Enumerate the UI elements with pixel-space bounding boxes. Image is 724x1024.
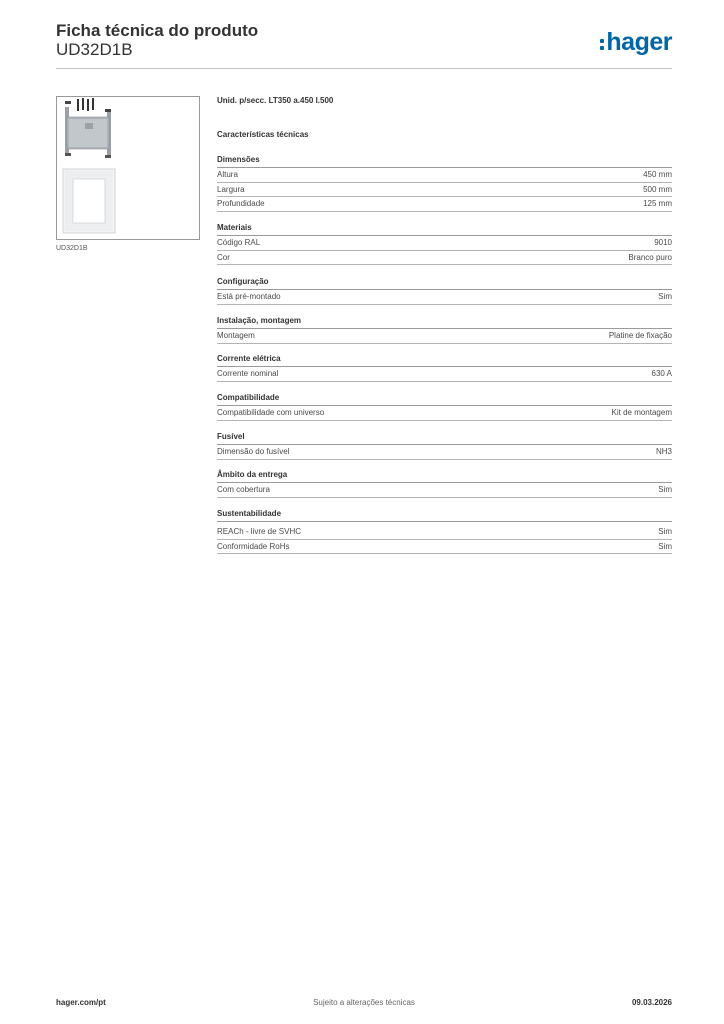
spec-row [217, 445, 672, 460]
spec-label: Dimensão do fusível [217, 447, 290, 456]
spec-value: Kit de montagem [611, 408, 672, 417]
spec-section-compatibility [217, 392, 672, 421]
footer-website-link[interactable]: hager.com/pt [56, 998, 106, 1007]
section-title: Corrente elétrica [217, 353, 672, 367]
spec-row [217, 183, 672, 198]
spec-value: 450 mm [643, 170, 672, 179]
page-header [56, 20, 672, 68]
spec-label: Altura [217, 170, 238, 179]
spec-value: 500 mm [643, 184, 672, 194]
spec-row [217, 540, 672, 555]
image-caption: UD32D1B [56, 245, 88, 252]
spec-value: Sim [658, 292, 672, 301]
hager-logo[interactable] [600, 29, 672, 55]
spec-value: Platine de fixação [608, 331, 672, 340]
spec-row [217, 290, 672, 305]
spec-label: Com cobertura [217, 485, 270, 494]
page-footer [56, 998, 672, 1012]
spec-section-configuration [217, 276, 672, 305]
section-title: Dimensões [217, 154, 672, 168]
spec-value: Branco puro [628, 252, 672, 262]
spec-row [217, 367, 672, 382]
spec-row [217, 483, 672, 498]
header-divider [56, 68, 672, 69]
spec-value: Sim [658, 527, 672, 536]
spec-section-fuse [217, 431, 672, 460]
spec-value: NH3 [655, 447, 672, 456]
page-title: Ficha técnica do produto [56, 21, 259, 40]
logo-text: hager [606, 28, 672, 56]
spec-label: Corrente nominal [217, 369, 279, 378]
product-image [56, 96, 200, 240]
section-title: Fusível [217, 431, 672, 445]
section-title: Instalação, montagem [217, 315, 672, 329]
spec-section-electric-current [217, 353, 672, 382]
spec-label: Largura [217, 184, 245, 194]
section-title: Compatibilidade [217, 392, 672, 406]
spec-label: REACh - livre de SVHC [217, 527, 302, 536]
spec-value: Sim [658, 541, 672, 551]
spec-section-dimensions [217, 154, 672, 212]
spec-row [217, 197, 672, 212]
characteristics-heading: Características técnicas [217, 130, 309, 139]
footer-disclaimer: Sujeito a alterações técnicas [313, 998, 415, 1007]
spec-row [217, 236, 672, 251]
product-photo-icon [57, 97, 199, 239]
spec-row [217, 329, 672, 344]
spec-row [217, 406, 672, 421]
spec-label: Montagem [217, 331, 255, 340]
footer-date: 09.03.2026 [631, 998, 672, 1007]
spec-section-sustainability [217, 508, 672, 554]
spec-value: 630 A [651, 369, 672, 378]
spec-label: Conformidade RoHs [217, 541, 290, 551]
spec-value: 125 mm [643, 199, 672, 208]
spec-label: Código RAL [217, 238, 261, 247]
section-title: Sustentabilidade [217, 508, 672, 522]
spec-value: 9010 [654, 238, 672, 247]
spec-row [217, 525, 672, 540]
spec-section-delivery-scope [217, 469, 672, 498]
section-title: Configuração [217, 276, 672, 290]
spec-label: Está pré-montado [217, 292, 281, 301]
spec-label: Cor [217, 252, 230, 262]
spec-row [217, 251, 672, 266]
spec-row [217, 168, 672, 183]
spec-label: Compatibilidade com universo [217, 408, 325, 417]
spec-section-installation [217, 315, 672, 344]
logo-dots-icon [600, 39, 604, 50]
spec-value: Sim [658, 485, 672, 494]
spec-label: Profundidade [217, 199, 265, 208]
product-reference: UD32D1B [56, 40, 133, 59]
section-title: Âmbito da entrega [217, 469, 672, 483]
spec-section-materials [217, 222, 672, 265]
product-name: Unid. p/secc. LT350 a.450 l.500 [217, 96, 334, 105]
section-title: Materiais [217, 222, 672, 236]
